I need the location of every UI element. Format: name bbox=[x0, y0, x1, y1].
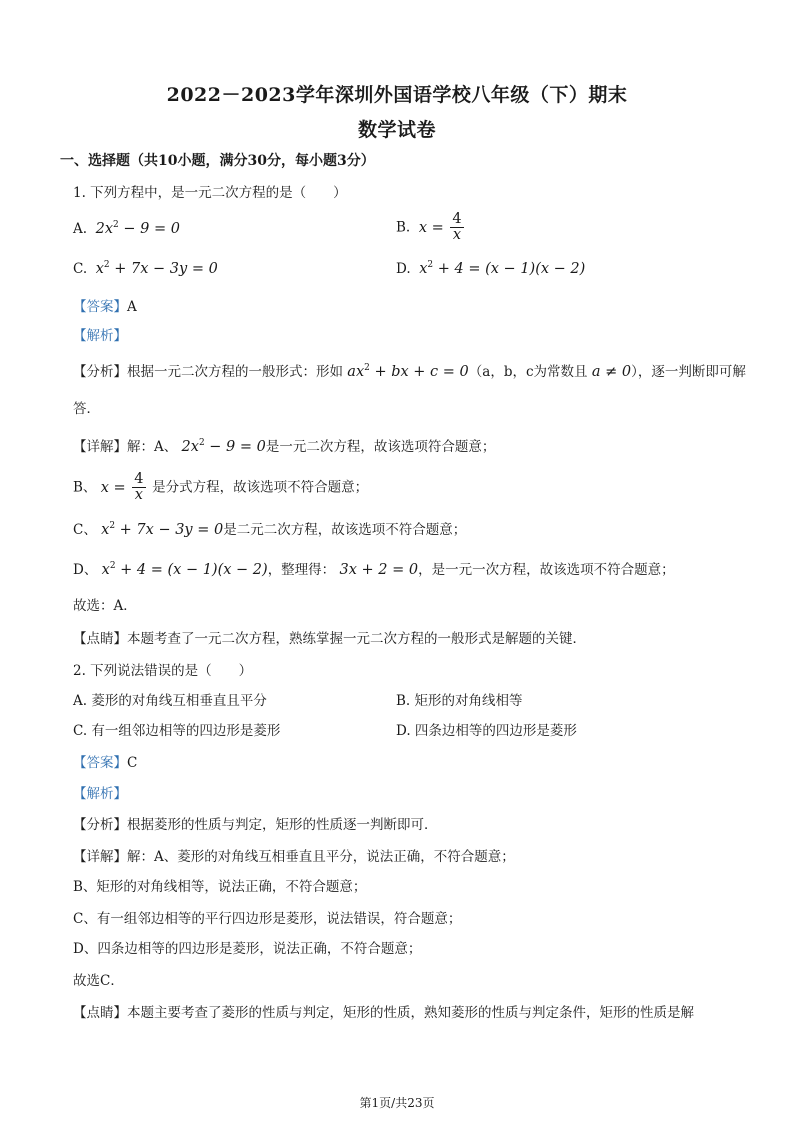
math-expression: x = $\frac{4}{x}$ bbox=[100, 471, 144, 503]
question-1-choose: 故选：A． bbox=[73, 598, 137, 614]
math-expression: $2x^2 - 9 = 0$ bbox=[95, 220, 180, 237]
fraction: $\frac{4}{x}$ bbox=[134, 471, 144, 503]
page-subtitle: 数学试卷 bbox=[357, 119, 436, 141]
question-2-fenxi: 【分析】根据菱形的性质与判定，矩形的性质逐一判断即可． bbox=[73, 817, 438, 833]
math-expression: a ≠ 0 bbox=[591, 364, 632, 380]
question-2-option-c: C. 有一组邻边相等的四边形是菱形 bbox=[73, 723, 281, 739]
question-1-option-c: C. $x^2 + 7x - 3y = 0$ bbox=[73, 260, 218, 277]
question-2-answer: 【答案】C bbox=[73, 755, 138, 771]
math-expression: $x^2 + 4 = (x - 1)(x - 2)$ bbox=[419, 260, 586, 277]
question-2-stem: 2. 下列说法错误的是（ ） bbox=[73, 663, 253, 679]
math-expression: $x^2 + 7x - 3y = 0$ bbox=[101, 521, 224, 538]
math-expression: $x^2 + 4 = (x - 1)(x - 2)$ bbox=[101, 561, 268, 578]
math-expression: x = $\frac{4}{x}$ bbox=[418, 211, 462, 243]
question-1-analysis-tag: 【解析】 bbox=[73, 328, 127, 344]
question-2-option-a: A. 菱形的对角线互相垂直且平分 bbox=[73, 693, 267, 709]
math-expression: $x^2 + 7x - 3y = 0$ bbox=[95, 260, 218, 277]
question-1-detail-b: B、 x = $\frac{4}{x}$ 是分式方程，故该选项不符合题意； bbox=[73, 471, 369, 503]
question-2-detail-b: B、矩形的对角线相等，说法正确，不符合题意； bbox=[73, 879, 367, 895]
math-expression: $ax^2$ + bx + c = 0 bbox=[347, 363, 469, 380]
question-1-option-a: A. $2x^2 - 9 = 0$ bbox=[73, 220, 180, 237]
fraction: $\frac{4}{x}$ bbox=[452, 211, 462, 243]
question-2-detail-c: C、有一组邻边相等的平行四边形是菱形，说法错误，符合题意； bbox=[73, 911, 462, 927]
question-1-option-b: B. x = $\frac{4}{x}$ bbox=[396, 212, 466, 243]
question-1-detail-c: C、 $x^2 + 7x - 3y = 0$是二元二次方程，故该选项不符合题意； bbox=[73, 521, 467, 538]
question-2-analysis-tag: 【解析】 bbox=[73, 786, 127, 802]
question-2-option-d: D. 四条边相等的四边形是菱形 bbox=[396, 723, 577, 739]
question-1-option-d: D. $x^2 + 4 = (x - 1)(x - 2)$ bbox=[396, 260, 586, 277]
math-expression: 3x + 2 = 0 bbox=[339, 562, 419, 578]
math-expression: $2x^2 - 9 = 0$ bbox=[181, 438, 266, 455]
section-heading: 一、选择题（共10小题，满分30分，每小题3分） bbox=[60, 153, 375, 169]
question-1-detail-a: 【详解】解：A、 $2x^2 - 9 = 0$是一元二次方程，故该选项符合题意； bbox=[73, 438, 496, 455]
question-1-dianjing: 【点睛】本题考查了一元二次方程，熟练掌握一元二次方程的一般形式是解题的关键． bbox=[73, 631, 586, 647]
question-1-fenxi: 【分析】根据一元二次方程的一般形式：形如 $ax^2$ + bx + c = 0（a，b，c为常数且 a ≠ 0），逐一判断即可解 bbox=[73, 363, 746, 380]
question-2-detail-d: D、四条边相等的四边形是菱形，说法正确，不符合题意； bbox=[73, 941, 422, 957]
question-2-option-b: B. 矩形的对角线相等 bbox=[396, 693, 523, 709]
question-2-choose: 故选C． bbox=[73, 973, 124, 989]
question-2-dianjing: 【点睛】本题主要考查了菱形的性质与判定，矩形的性质，熟知菱形的性质与判定条件，矩形的性质是解 bbox=[73, 1005, 694, 1021]
question-1-stem: 1. 下列方程中，是一元二次方程的是（ ） bbox=[73, 185, 347, 201]
page-title: 2022－2023学年深圳外国语学校八年级（下）期末 bbox=[166, 84, 628, 106]
page-number: 第1页/共23页 bbox=[359, 1096, 435, 1110]
question-1-fenxi-cont: 答． bbox=[73, 401, 100, 417]
question-1-answer: 【答案】A bbox=[73, 299, 137, 315]
question-2-detail-a: 【详解】解：A、菱形的对角线互相垂直且平分，说法正确，不符合题意； bbox=[73, 849, 515, 865]
question-1-detail-d: D、 $x^2 + 4 = (x - 1)(x - 2)$，整理得： 3x + 2 = 0，是一元一次方程，故该选项不符合题意； bbox=[73, 561, 675, 578]
